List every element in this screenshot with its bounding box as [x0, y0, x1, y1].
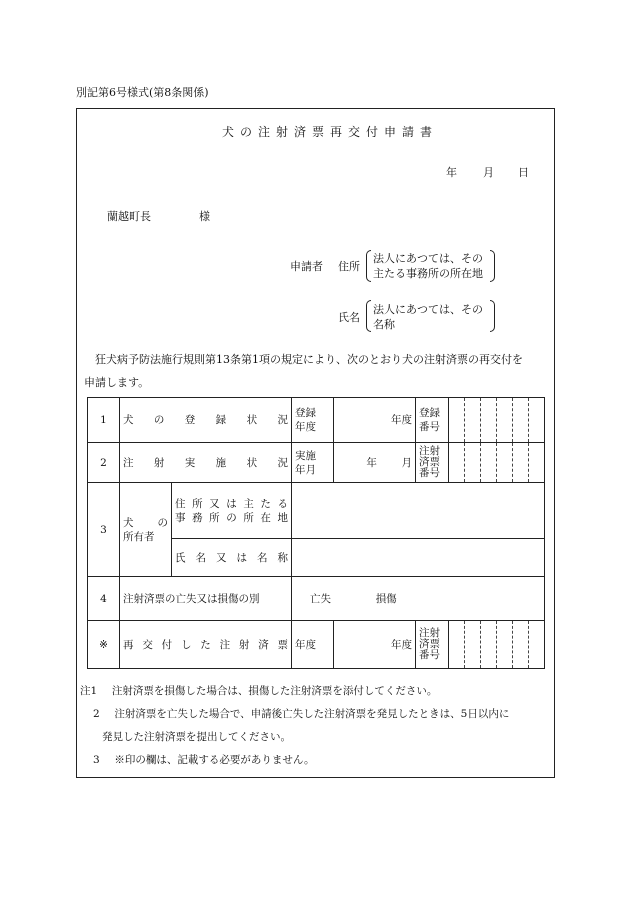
address-note-2: 主たる事務所の所在地: [373, 267, 483, 280]
note-text: 注射済票を損傷した場合は、損傷した注射済票を添付してください。: [111, 685, 438, 697]
tag-number-label-3: 番号: [419, 467, 440, 479]
row-number: 2: [88, 443, 120, 483]
reissued-year-label: 年度: [292, 621, 334, 669]
form-title: 犬の注射済票再交付申請書: [222, 125, 439, 139]
date-month-label: 月: [483, 166, 494, 179]
registration-year-label-1: 登録: [295, 407, 316, 419]
row-number: 3: [88, 483, 120, 577]
address-label: 住所: [338, 260, 360, 273]
intro-text-line2: 申請します。: [84, 376, 150, 389]
registration-number-label-2: 番号: [419, 421, 440, 433]
tag-number-boxes[interactable]: [449, 443, 545, 483]
reissued-tag-number-label-2: 済票: [419, 638, 440, 650]
vaccination-date-label-2: 年月: [295, 463, 316, 476]
name-note-2: 名称: [373, 318, 395, 331]
form-id-label: 別記第6号様式(第8条関係): [76, 86, 209, 99]
addressee-name: 蘭越町長: [107, 210, 151, 223]
owner-name-field[interactable]: [292, 539, 545, 577]
option-lost[interactable]: 亡失: [310, 592, 331, 605]
address-note-1: 法人にあつては、その: [373, 252, 483, 265]
note-number: 2: [93, 708, 100, 720]
row-label-vaccination-status: 注 射 実 施 状 況: [123, 456, 288, 469]
vaccination-year-suffix: 年: [366, 456, 377, 469]
name-bracket-left: [366, 300, 371, 332]
applicant-label: 申請者: [290, 260, 323, 273]
registration-year-field[interactable]: 年度: [334, 398, 416, 443]
name-bracket-right: [490, 300, 495, 332]
reissued-tag-label: 再 交 付 し た 注 射 済 票: [123, 638, 288, 651]
row-label-registration-status: 犬 の 登 録 状 況: [123, 414, 288, 426]
table-row-vaccination: [88, 443, 545, 483]
reissued-tag-number-label-1: 注射: [419, 627, 440, 639]
date-year-label: 年: [446, 166, 457, 179]
row-number: 4: [88, 577, 120, 621]
owner-name-label: 氏 名 又 は 名 称: [175, 551, 288, 564]
loss-damage-label: 注射済票の亡失又は損傷の別: [120, 577, 292, 621]
addressee-honorific: 様: [199, 210, 210, 223]
note-text: ※印の欄は、記載する必要がありません。: [114, 754, 315, 766]
address-bracket-left: [366, 250, 371, 282]
application-table: [87, 397, 544, 669]
owner-address-label-1: 住 所 又 は 主 た る: [175, 497, 288, 510]
note-2: [93, 706, 509, 721]
note-3: [93, 752, 315, 767]
note-1: [80, 683, 437, 698]
tag-number-label-1: 注射: [419, 445, 440, 457]
table-row-registration: [88, 398, 545, 443]
owner-label-2: 所有者: [123, 530, 155, 543]
registration-number-boxes[interactable]: [449, 398, 545, 443]
reissued-tag-number-boxes[interactable]: [449, 621, 545, 669]
tag-number-label-2: 済票: [419, 456, 440, 468]
option-damaged[interactable]: 損傷: [375, 592, 397, 605]
table-row-loss-damage: [88, 577, 545, 621]
note-text: 注射済票を亡失した場合で、申請後亡失した注射済票を発見したときは、5日以内に: [114, 708, 510, 720]
owner-address-field[interactable]: [292, 483, 545, 539]
note-number: 3: [93, 754, 100, 766]
table-row-owner-address: [88, 483, 545, 539]
intro-text-line1: 狂犬病予防法施行規則第13条第1項の規定により、次のとおり犬の注射済票の再交付を: [95, 353, 523, 366]
note-2-continued: 発見した注射済票を提出してください。: [102, 731, 291, 743]
row-number: 1: [88, 398, 120, 443]
reissued-year-field[interactable]: 年度: [334, 621, 416, 669]
address-bracket-right: [490, 250, 495, 282]
vaccination-date-field[interactable]: [334, 443, 416, 483]
reissued-tag-number-label-3: 番号: [419, 649, 440, 661]
table-row-reissued-tag: [88, 621, 545, 669]
row-mark: ※: [88, 621, 120, 669]
note-number: 注1: [80, 685, 98, 697]
name-note-1: 法人にあつては、その: [373, 303, 483, 316]
name-label: 氏名: [338, 311, 360, 324]
vaccination-month-suffix: 月: [401, 456, 412, 469]
date-day-label: 日: [518, 166, 529, 179]
owner-label-1: 犬 の: [123, 516, 168, 529]
registration-number-label-1: 登録: [419, 407, 440, 419]
owner-address-label-2: 事 務 所 の 所 在 地: [175, 511, 288, 524]
registration-year-label-2: 年度: [295, 421, 316, 433]
vaccination-date-label-1: 実施: [295, 449, 316, 462]
